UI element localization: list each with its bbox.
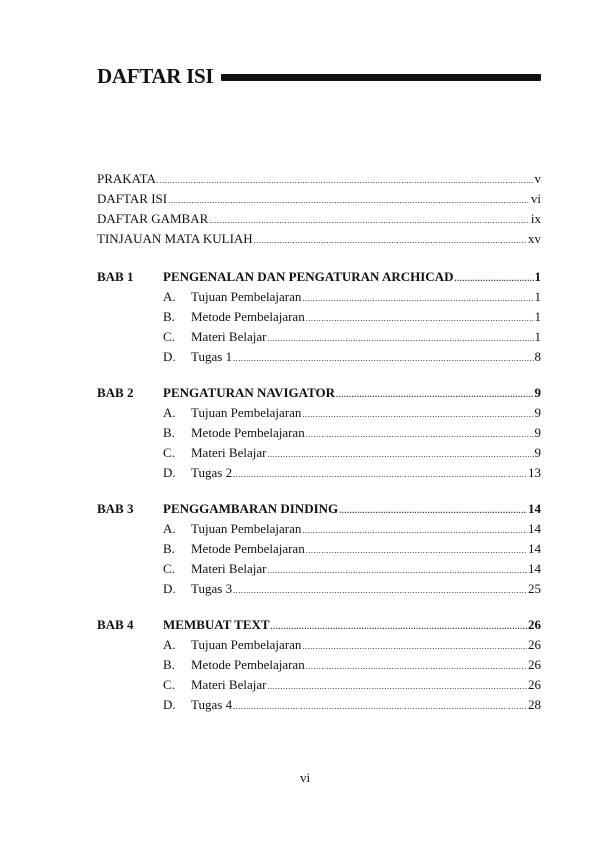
toc-entry-label: DAFTAR GAMBAR [97,211,209,226]
toc-entry-daftar-gambar[interactable] [97,209,541,229]
toc-chapter-3[interactable] [97,499,541,519]
subentry-page: 26 [528,637,541,652]
subentry-page: 1 [534,309,541,324]
chapter-page: 1 [534,269,541,284]
dot-leader [267,559,527,581]
toc-entry-prakata[interactable] [97,169,541,189]
subentry-page: 14 [528,541,541,556]
subentry-label: Materi Belajar [191,561,267,576]
page-title: DAFTAR ISI [97,63,214,88]
dot-leader [271,615,527,637]
chapter-title: MEMBUAT TEXT [163,617,270,632]
table-of-contents [97,169,541,715]
toc-subentry[interactable] [97,347,541,367]
subentry-letter: A. [163,289,176,304]
chapter-number: BAB 4 [97,617,134,632]
subentry-page: 26 [528,677,541,692]
subentry-letter: A. [163,521,176,536]
toc-subentry[interactable] [97,287,541,307]
subentry-letter: C. [163,677,175,692]
toc-subentry[interactable] [97,519,541,539]
subentry-letter: C. [163,561,175,576]
dot-leader [302,287,533,309]
toc-subentry[interactable] [97,539,541,559]
section-spacer [97,367,541,383]
subentry-letter: D. [163,349,176,364]
page-number: vi [299,770,311,785]
dot-leader [302,519,527,541]
subentry-page: 9 [534,425,541,440]
subentry-page: 26 [528,657,541,672]
subentry-label: Metode Pembelajaran [191,425,305,440]
subentry-letter: C. [163,445,175,460]
toc-chapter-4[interactable] [97,615,541,635]
subentry-letter: B. [163,657,175,672]
section-spacer [97,483,541,499]
subentry-page: 9 [534,445,541,460]
chapter-title: PENGATURAN NAVIGATOR [163,385,336,400]
dot-leader [339,499,527,521]
toc-entry-label: PRAKATA [97,171,156,186]
subentry-page: 1 [534,289,541,304]
subentry-page: 14 [528,521,541,536]
chapter-title: PENGENALAN DAN PENGATURAN ARCHICAD [163,269,454,284]
dot-leader [267,327,533,349]
subentry-label: Materi Belajar [191,677,267,692]
subentry-letter: B. [163,425,175,440]
chapter-page: 26 [528,617,541,632]
toc-subentry[interactable] [97,443,541,463]
dot-leader [209,209,530,231]
toc-subentry[interactable] [97,559,541,579]
subentry-page: 25 [528,581,541,596]
subentry-page: 13 [528,465,541,480]
dot-leader [233,579,527,601]
dot-leader [267,443,533,465]
dot-leader [302,635,527,657]
toc-entry-page: vi [530,191,541,206]
dot-leader [157,169,534,191]
subentry-page: 14 [528,561,541,576]
subentry-label: Tugas 4 [191,697,233,712]
chapter-page: 9 [534,385,541,400]
dot-leader [306,423,534,445]
dot-leader [306,307,534,329]
subentry-label: Tugas 3 [191,581,233,596]
dot-leader [233,695,527,717]
dot-leader [302,403,533,425]
subentry-label: Tugas 2 [191,465,233,480]
toc-chapter-1[interactable] [97,267,541,287]
subentry-letter: B. [163,309,175,324]
toc-entry-page: xv [528,231,541,246]
subentry-label: Metode Pembelajaran [191,657,305,672]
subentry-label: Metode Pembelajaran [191,541,305,556]
dot-leader [306,539,527,561]
toc-subentry[interactable] [97,403,541,423]
subentry-label: Materi Belajar [191,445,267,460]
subentry-label: Tugas 1 [191,349,233,364]
subentry-label: Tujuan Pembelajaran [191,637,302,652]
toc-subentry[interactable] [97,463,541,483]
toc-entry-page: v [534,171,541,186]
subentry-letter: D. [163,697,176,712]
dot-leader [233,347,533,369]
toc-entry-label: TINJAUAN MATA KULIAH [97,231,253,246]
toc-subentry[interactable] [97,635,541,655]
subentry-letter: C. [163,329,175,344]
toc-subentry[interactable] [97,327,541,347]
section-spacer [97,599,541,615]
title-rule [221,74,541,81]
dot-leader [254,229,527,251]
subentry-page: 9 [534,405,541,420]
subentry-label: Materi Belajar [191,329,267,344]
toc-chapter-2[interactable] [97,383,541,403]
subentry-letter: A. [163,637,176,652]
section-spacer [97,249,541,267]
chapter-page: 14 [528,501,541,516]
subentry-label: Tujuan Pembelajaran [191,405,302,420]
toc-subentry[interactable] [97,579,541,599]
toc-entry-tinjauan[interactable] [97,229,541,249]
subentry-label: Tujuan Pembelajaran [191,289,302,304]
page-title-row [97,62,541,90]
chapter-number: BAB 2 [97,385,134,400]
subentry-page: 1 [534,329,541,344]
toc-subentry[interactable] [97,655,541,675]
subentry-page: 8 [534,349,541,364]
subentry-letter: B. [163,541,175,556]
subentry-letter: A. [163,405,176,420]
toc-entry-daftar-isi[interactable] [97,189,541,209]
subentry-letter: D. [163,581,176,596]
subentry-page: 28 [528,697,541,712]
chapter-number: BAB 3 [97,501,134,516]
toc-entry-label: DAFTAR ISI [97,191,168,206]
toc-subentry[interactable] [97,423,541,443]
subentry-label: Tujuan Pembelajaran [191,521,302,536]
dot-leader [336,383,533,405]
dot-leader [454,267,533,289]
dot-leader [306,655,527,677]
dot-leader [168,189,530,211]
dot-leader [233,463,527,485]
subentry-letter: D. [163,465,176,480]
subentry-label: Metode Pembelajaran [191,309,305,324]
dot-leader [267,675,527,697]
toc-entry-page: ix [530,211,541,226]
toc-subentry[interactable] [97,675,541,695]
chapter-number: BAB 1 [97,269,134,284]
chapter-title: PENGGAMBARAN DINDING [163,501,339,516]
toc-subentry[interactable] [97,695,541,715]
toc-subentry[interactable] [97,307,541,327]
